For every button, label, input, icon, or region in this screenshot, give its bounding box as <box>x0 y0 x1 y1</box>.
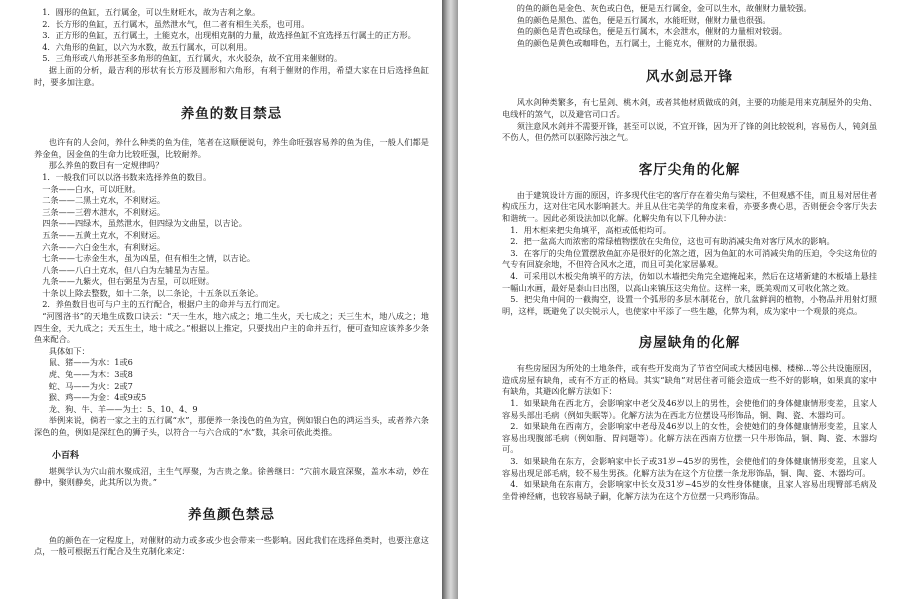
paragraph: 须注意风水剑并不需要开锋，甚至可以说，不宜开锋，因为开了锋的剑比较锐利，容易伤人，钝剑虽不伤人，但仍然可以驱除污浊之气。 <box>502 120 878 143</box>
count-item: 八条——八白土克水，但八白为左辅星为吉星。 <box>42 264 215 275</box>
paragraph: 也许有的人会问，养什么种类的鱼为佳，笔者在这顺便说句，养生命旺强容易养的鱼为佳，一般人们都是养金鱼，因金鱼的生命力比较旺强，比较耐养。 <box>34 137 429 159</box>
count-item: 二条——二黑土克水，不利财运。 <box>42 195 166 206</box>
left-page <box>0 0 442 599</box>
hetu-paragraph: “河图洛书”的天地生成数口诀云：“天一生水，地六成之；地二生火，天七成之；天三生木，地八成之；地四生金，天九成之；天五生土，地十成之。”根据以上推定，只要找出户主的命并五行，便可查知应该养多少条鱼来配合。 <box>34 311 429 345</box>
intro-item: 4．六角形的鱼缸，以六为水数，故五行属水，可以利用。 <box>42 41 253 52</box>
section-title-fish-count: 养鱼的数目禁忌 <box>180 106 283 123</box>
section-title-missing-corner: 房屋缺角的化解 <box>638 335 741 352</box>
intro-item: 1．圆形的鱼缸，五行属金，可以生财旺水，故为吉利之象。 <box>42 7 261 17</box>
example-item: 虎、兔——为木：3或8 <box>48 369 133 380</box>
sidebar-text: 堪舆学认为穴山前水聚成沼，主生气厚聚，为吉贵之象。徐善继曰：“穴前水最宜深聚，盖水本动，妙在静中，聚则静矣，此其所以为贵。” <box>34 465 429 488</box>
example-item: 龙、狗、牛、羊——为土：5、10、4、9 <box>48 403 198 414</box>
count-item: 七条——七赤金生水，虽为凶星，但有相生之情，以吉论。 <box>42 253 256 264</box>
list-item: 1．用木柜来把尖角填平，高柜或低柜均可。 <box>510 224 671 235</box>
list-item: 2．如果缺角在西南方，会影响家中老母及46岁以上的女性，会使她们的身体健康情形变差，且家人容易出现腹部毛病（例如脂、胃问题等）。化解方法在西南方位摆一只牛形饰品，铜、陶、瓷、木器均可。 <box>502 421 877 455</box>
list-item: 3．在客厅的尖角位置摆放鱼缸亦是很好的化煞之道，因为鱼缸的水可消减尖角的压迫，令尖这角位的气专有回旋余地，不但符合风水之道，而且可美化家居暴观。 <box>502 247 877 270</box>
rule-item: 1．一般我们可以以洛书数来选择养鱼的数目。 <box>42 171 212 182</box>
sidebar-title: 小百科 <box>52 450 80 461</box>
list-item: 3．如果缺角在东方，会影响家中长子或31岁~45岁的男性，会使他们的身体健康情形变差，且家人容易出现足部毛病，较不易生男孩。化解方法为在这个方位摆一条龙形饰品，铜、陶、瓷、木器均可。 <box>502 456 877 478</box>
page-gutter <box>442 0 458 599</box>
count-item: 五条——五黄土克水，不利财运。 <box>42 229 166 240</box>
section-title-living-room: 客厅尖角的化解 <box>638 161 741 178</box>
example-item: 猴、鸡——为金：4或9或5 <box>48 392 147 403</box>
color-line: 鱼的颜色是黄色或咖啡色，五行属土，土能克水，催财的力量很弱。 <box>516 37 763 48</box>
paragraph: 那么养鱼的数目有一定规律吗？ <box>48 160 164 171</box>
rule-item: 2．养鱼数目也可与户主的五行配合，根据户主的命并与五行而定。 <box>42 299 285 310</box>
list-item: 4．可采用以木板尖角填平的方法，仿如以木墙把尖角完全遮掩起来，然后在这堵新建的木板墙上悬挂一幅山水画，最好是泰山日出图，以高山来镇压这尖角位。这样一来，既美观而又可收化煞之效。 <box>502 270 877 293</box>
list-item: 5．把尖角中间的一截掏空，设置一个弧形的多层木制花台，放几盆鲜润的植物，小物品并用射灯照明，这样，既避免了以尖锐示人，也使家中平添了一些生趣，化弊为利，成为家中一个观景的亮点。 <box>502 294 877 316</box>
section-title-fish-color: 养鱼颜色禁忌 <box>188 506 275 523</box>
count-item: 六条——六白金生水，有利财运。 <box>42 241 166 252</box>
list-item: 1．如果缺角在西北方，会影响家中老父及46岁以上的男性，会使他们的身体健康情形变差，且家人容易头部出毛病（例如失眠等）。化解方法为在西北方位摆设马形饰品，铜、陶、瓷、木器均可。 <box>502 398 877 420</box>
count-item: 九条——九紫火，但右弼星为吉星，可以旺财。 <box>42 276 215 287</box>
intro-summary: 据上面的分析，最吉利的形状有长方形及圆形和六角形，有利于催财的作用，希望大家在日后选择鱼缸时，要多加注意。 <box>34 64 429 87</box>
color-line: 鱼的颜色是青色或绿色，便是五行属木，木会泄水，催财的力量相对较弱。 <box>516 26 787 37</box>
color-line: 鱼的颜色是黑色、蓝色，便是五行属水，水能旺财，催财力量也很强。 <box>516 14 771 25</box>
intro-item: 2．长方形的鱼缸，五行属木，虽然泄水气，但二者有相生关系，也可用。 <box>42 18 310 29</box>
intro-item: 3．正方形的鱼缸，五行属土，土能克水，出现相克制的力量，故选择鱼缸不宜选择五行属土的正方形。 <box>42 30 416 41</box>
intro-item: 5．三角形或八角形甚至多角形的鱼缸，五行属火，水火驳杂，故不宜用来催财的。 <box>42 53 343 64</box>
paragraph: 有些房屋因为所处的土地条件，或有些开发商为了节省空间或大楼因电梯、楼梯…等公共设施原因，造成房屋有缺角，或有不方正的格局。其实“缺角”对居住者可能会造成一些不好的影响，如果真的家中有缺角，其避凶化解方法如下： <box>502 363 878 397</box>
example-label: 具体如下： <box>48 345 90 356</box>
count-item: 三条——三碧木泄水，不利财运。 <box>42 206 166 217</box>
example-item: 蛇、马——为火：2或7 <box>48 380 133 391</box>
paragraph: 风水剑种类繁多，有七星剑、桃木剑，或者其他材质做成的剑，主要的功能是用来克制屋外的尖角、电线杆的煞气，以及避官司口舌。 <box>502 97 878 119</box>
count-item: 四条——四绿木，虽然泄水，但四绿为文曲星，以吉论。 <box>42 218 247 229</box>
example-note: 举例来说，倘若一家之主的五行属“水”，那便养一条浅色的鱼为宜，例如银白色的鸿运当头，或者养六条深色的鱼，例如是深红色的狮子头，以符合一与六合成的“水”数，其余可依此类推。 <box>34 415 429 437</box>
list-item: 4．如果缺角在东南方，会影响家中长女及31岁~45岁的女性身体健康，且家人容易出现臀部毛病及坐骨神经痛，也较容易缺子嗣，化解方法为在这个方位摆一只鸡形饰品。 <box>502 479 877 501</box>
color-line: 的鱼的颜色是金色、灰色或白色，便是五行属金，金可以生水，故催财力量较强。 <box>516 3 812 13</box>
paragraph: 鱼的颜色在一定程度上，对催财的动力或多或少也会带来一些影响。因此我们在选择鱼类时，也要注意这点，一般可根据五行配合及生克制化来定： <box>34 534 429 557</box>
paragraph: 由于建筑设计方面的原因，许多现代住宅的客厅存在着尖角与梁柱，不但观感不佳，而且易对居住者构成压力，这对住宅风水影响甚大。并且从住宅美学的角度来看，亦要多费心思，否则便会令客厅失去和谐统一。因此必须设法加以化解。化解尖角有以下几种办法： <box>502 189 878 223</box>
list-item: 2．把一盆高大而浓密的常绿植物摆放在尖角位，这也可有助消减尖角对客厅风水的影响。 <box>510 236 835 247</box>
right-page <box>458 0 899 599</box>
count-item: 十条以上除去整数，如十二条，以二条论，十五条以五条论。 <box>42 287 264 298</box>
example-item: 鼠、猪——为水：1或6 <box>48 357 133 368</box>
count-item: 一条——白水，可以旺财。 <box>42 183 141 194</box>
section-title-sword: 风水剑忌开锋 <box>646 69 733 86</box>
